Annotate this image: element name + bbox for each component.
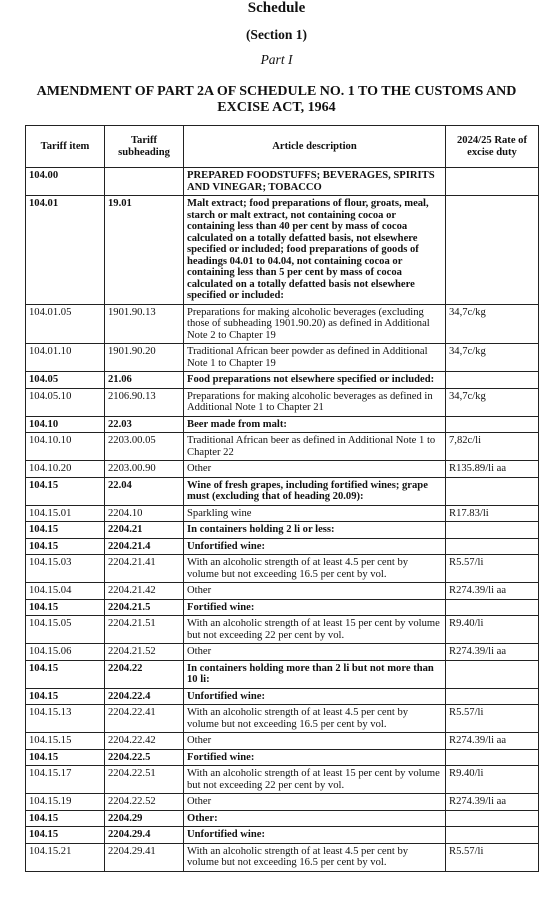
tariff-item-cell: 104.15 xyxy=(26,749,105,766)
section-label: (Section 1) xyxy=(245,27,308,42)
table-row xyxy=(26,433,539,461)
tariff-item-cell: 104.01.05 xyxy=(26,304,105,344)
tariff-subheading-cell: 2204.21.41 xyxy=(105,555,184,583)
rate-cell xyxy=(446,810,539,827)
table-row xyxy=(26,599,539,616)
tariff-item-cell: 104.15 xyxy=(26,688,105,705)
table-row xyxy=(26,583,539,600)
description-cell: Unfortified wine: xyxy=(184,538,446,555)
tariff-item-cell: 104.15.01 xyxy=(26,505,105,522)
rate-cell xyxy=(446,660,539,688)
rate-cell: R274.39/li aa xyxy=(446,733,539,750)
tariff-subheading-cell: 2204.21.4 xyxy=(105,538,184,555)
header-tariff-subheading: Tariff subheading xyxy=(105,126,184,168)
description-cell: Other xyxy=(184,644,446,661)
rate-cell: R9.40/li xyxy=(446,766,539,794)
tariff-subheading-cell: 2204.21.42 xyxy=(105,583,184,600)
tariff-subheading-cell: 2204.22.42 xyxy=(105,733,184,750)
tariff-item-cell: 104.15 xyxy=(26,827,105,844)
tariff-subheading-cell: 2106.90.13 xyxy=(105,388,184,416)
description-cell: Other xyxy=(184,733,446,750)
tariff-item-cell: 104.15.06 xyxy=(26,644,105,661)
tariff-item-cell: 104.15 xyxy=(26,660,105,688)
description-cell: Preparations for making alcoholic beverages as defined in Additional Note 1 to Chapter 21 xyxy=(184,388,446,416)
rate-cell: R9.40/li xyxy=(446,616,539,644)
description-cell: Traditional African beer as defined in Additional Note 1 to Chapter 22 xyxy=(184,433,446,461)
description-cell: With an alcoholic strength of at least 4.5 per cent by volume but not exceeding 16.5 per cent by vol. xyxy=(184,555,446,583)
rate-cell: R274.39/li aa xyxy=(446,794,539,811)
description-cell: In containers holding more than 2 li but not more than 10 li: xyxy=(184,660,446,688)
description-cell: With an alcoholic strength of at least 4.5 per cent by volume but not exceeding 16.5 per cent by vol. xyxy=(184,705,446,733)
table-row xyxy=(26,388,539,416)
rate-cell: R5.57/li xyxy=(446,705,539,733)
table-row xyxy=(26,304,539,344)
tariff-subheading-cell: 2204.21.5 xyxy=(105,599,184,616)
rate-cell: R5.57/li xyxy=(446,843,539,871)
description-cell: Fortified wine: xyxy=(184,749,446,766)
table-row xyxy=(26,372,539,389)
tariff-subheading-cell: 2204.22 xyxy=(105,660,184,688)
tariff-item-cell: 104.15 xyxy=(26,538,105,555)
tariff-item-cell: 104.15.19 xyxy=(26,794,105,811)
tariff-item-cell: 104.01.10 xyxy=(26,344,105,372)
description-cell: In containers holding 2 li or less: xyxy=(184,522,446,539)
description-cell: With an alcoholic strength of at least 15 per cent by volume but not exceeding 22 per cent by vol. xyxy=(184,766,446,794)
rate-cell: R274.39/li aa xyxy=(446,583,539,600)
header-tariff-item: Tariff item xyxy=(26,126,105,168)
table-row xyxy=(26,505,539,522)
tariff-subheading-cell: 2204.29.4 xyxy=(105,827,184,844)
table-row xyxy=(26,749,539,766)
table-row xyxy=(26,688,539,705)
table-row xyxy=(26,644,539,661)
tariff-subheading-cell: 2204.21.52 xyxy=(105,644,184,661)
rate-cell: R17.83/li xyxy=(446,505,539,522)
rate-cell xyxy=(446,538,539,555)
tariff-item-cell: 104.05 xyxy=(26,372,105,389)
table-row xyxy=(26,344,539,372)
description-cell: Other xyxy=(184,461,446,478)
tariff-subheading-cell: 1901.90.20 xyxy=(105,344,184,372)
tariff-item-cell: 104.15.13 xyxy=(26,705,105,733)
description-cell: Beer made from malt: xyxy=(184,416,446,433)
tariff-subheading-cell: 21.06 xyxy=(105,372,184,389)
page-title: Schedule xyxy=(247,0,306,16)
tariff-item-cell: 104.15 xyxy=(26,522,105,539)
table-header-row xyxy=(26,126,539,168)
table-row xyxy=(26,827,539,844)
header-article-description: Article description xyxy=(184,126,446,168)
rate-cell: 34,7c/kg xyxy=(446,344,539,372)
schedule-table xyxy=(25,125,539,872)
rate-cell: 34,7c/kg xyxy=(446,304,539,344)
description-cell: Sparkling wine xyxy=(184,505,446,522)
rate-cell xyxy=(446,827,539,844)
description-cell: Wine of fresh grapes, including fortified wines; grape must (excluding that of heading 20.09): xyxy=(184,477,446,505)
description-cell: Other xyxy=(184,794,446,811)
tariff-item-cell: 104.15.21 xyxy=(26,843,105,871)
tariff-item-cell: 104.15.03 xyxy=(26,555,105,583)
table-row xyxy=(26,733,539,750)
description-cell: With an alcoholic strength of at least 15 per cent by volume but not exceeding 22 per cent by vol. xyxy=(184,616,446,644)
tariff-item-cell: 104.10.20 xyxy=(26,461,105,478)
tariff-item-cell: 104.15.04 xyxy=(26,583,105,600)
description-cell: Other: xyxy=(184,810,446,827)
header-rate-of-excise-duty: 2024/25 Rate of excise duty xyxy=(446,126,539,168)
table-row xyxy=(26,616,539,644)
tariff-subheading-cell: 2204.22.41 xyxy=(105,705,184,733)
tariff-subheading-cell: 2204.21.51 xyxy=(105,616,184,644)
table-row xyxy=(26,794,539,811)
tariff-item-cell: 104.00 xyxy=(26,168,105,196)
table-row xyxy=(26,168,539,196)
rate-cell xyxy=(446,749,539,766)
description-cell: Malt extract; food preparations of flour, groats, meal, starch or malt extract, not containing cocoa or containing less than 40 per cent by mass of cocoa calculated on a totally defatted basis, not elsewhere specified or included; food preparations of goods of headings 04.01 to 04.04, not containing cocoa or containing less than 5 per cent by mass of cocoa calculated on a totally defatted basis not elsewhere specified or included: xyxy=(184,196,446,305)
description-cell: Preparations for making alcoholic beverages (excluding those of subheading 1901.90.20) as defined in Additional Note 2 to Chapter 19 xyxy=(184,304,446,344)
rate-cell xyxy=(446,416,539,433)
rate-cell: R5.57/li xyxy=(446,555,539,583)
description-cell: With an alcoholic strength of at least 4.5 per cent by volume but not exceeding 16.5 per cent by vol. xyxy=(184,843,446,871)
table-row xyxy=(26,705,539,733)
rate-cell: R135.89/li aa xyxy=(446,461,539,478)
rate-cell xyxy=(446,522,539,539)
tariff-item-cell: 104.15.17 xyxy=(26,766,105,794)
table-row xyxy=(26,843,539,871)
tariff-subheading-cell: 2204.21 xyxy=(105,522,184,539)
tariff-item-cell: 104.15 xyxy=(26,477,105,505)
tariff-subheading-cell: 2204.22.52 xyxy=(105,794,184,811)
table-row xyxy=(26,522,539,539)
tariff-subheading-cell: 22.03 xyxy=(105,416,184,433)
rate-cell xyxy=(446,168,539,196)
table-row xyxy=(26,810,539,827)
tariff-item-cell: 104.15.15 xyxy=(26,733,105,750)
tariff-subheading-cell: 2204.22.51 xyxy=(105,766,184,794)
description-cell: Unfortified wine: xyxy=(184,827,446,844)
table-row xyxy=(26,416,539,433)
tariff-item-cell: 104.05.10 xyxy=(26,388,105,416)
description-cell: Other xyxy=(184,583,446,600)
table-row xyxy=(26,766,539,794)
tariff-subheading-cell: 2204.10 xyxy=(105,505,184,522)
rate-cell xyxy=(446,599,539,616)
tariff-item-cell: 104.01 xyxy=(26,196,105,305)
tariff-subheading-cell: 2204.22.5 xyxy=(105,749,184,766)
table-row xyxy=(26,477,539,505)
tariff-item-cell: 104.15 xyxy=(26,810,105,827)
description-cell: Traditional African beer powder as defined in Additional Note 1 to Chapter 19 xyxy=(184,344,446,372)
rate-cell xyxy=(446,372,539,389)
tariff-item-cell: 104.15 xyxy=(26,599,105,616)
table-row xyxy=(26,196,539,305)
tariff-subheading-cell: 2203.00.90 xyxy=(105,461,184,478)
rate-cell: R274.39/li aa xyxy=(446,644,539,661)
table-row xyxy=(26,461,539,478)
tariff-subheading-cell: 22.04 xyxy=(105,477,184,505)
description-cell: Fortified wine: xyxy=(184,599,446,616)
amendment-heading: AMENDMENT OF PART 2A OF SCHEDULE NO. 1 TO THE CUSTOMS AND EXCISE ACT, 1964 xyxy=(36,84,517,115)
tariff-subheading-cell: 2204.29 xyxy=(105,810,184,827)
part-label: Part I xyxy=(260,52,293,67)
tariff-subheading-cell: 2204.29.41 xyxy=(105,843,184,871)
rate-cell xyxy=(446,688,539,705)
tariff-subheading-cell xyxy=(105,168,184,196)
rate-cell: 34,7c/kg xyxy=(446,388,539,416)
tariff-item-cell: 104.15.05 xyxy=(26,616,105,644)
description-cell: PREPARED FOODSTUFFS; BEVERAGES, SPIRITS AND VINEGAR; TOBACCO xyxy=(184,168,446,196)
rate-cell: 7,82c/li xyxy=(446,433,539,461)
description-cell: Food preparations not elsewhere specified or included: xyxy=(184,372,446,389)
rate-cell xyxy=(446,196,539,305)
table-row xyxy=(26,555,539,583)
tariff-subheading-cell: 19.01 xyxy=(105,196,184,305)
description-cell: Unfortified wine: xyxy=(184,688,446,705)
tariff-subheading-cell: 2204.22.4 xyxy=(105,688,184,705)
tariff-subheading-cell: 2203.00.05 xyxy=(105,433,184,461)
rate-cell xyxy=(446,477,539,505)
tariff-item-cell: 104.10 xyxy=(26,416,105,433)
table-row xyxy=(26,538,539,555)
tariff-item-cell: 104.10.10 xyxy=(26,433,105,461)
table-row xyxy=(26,660,539,688)
tariff-subheading-cell: 1901.90.13 xyxy=(105,304,184,344)
